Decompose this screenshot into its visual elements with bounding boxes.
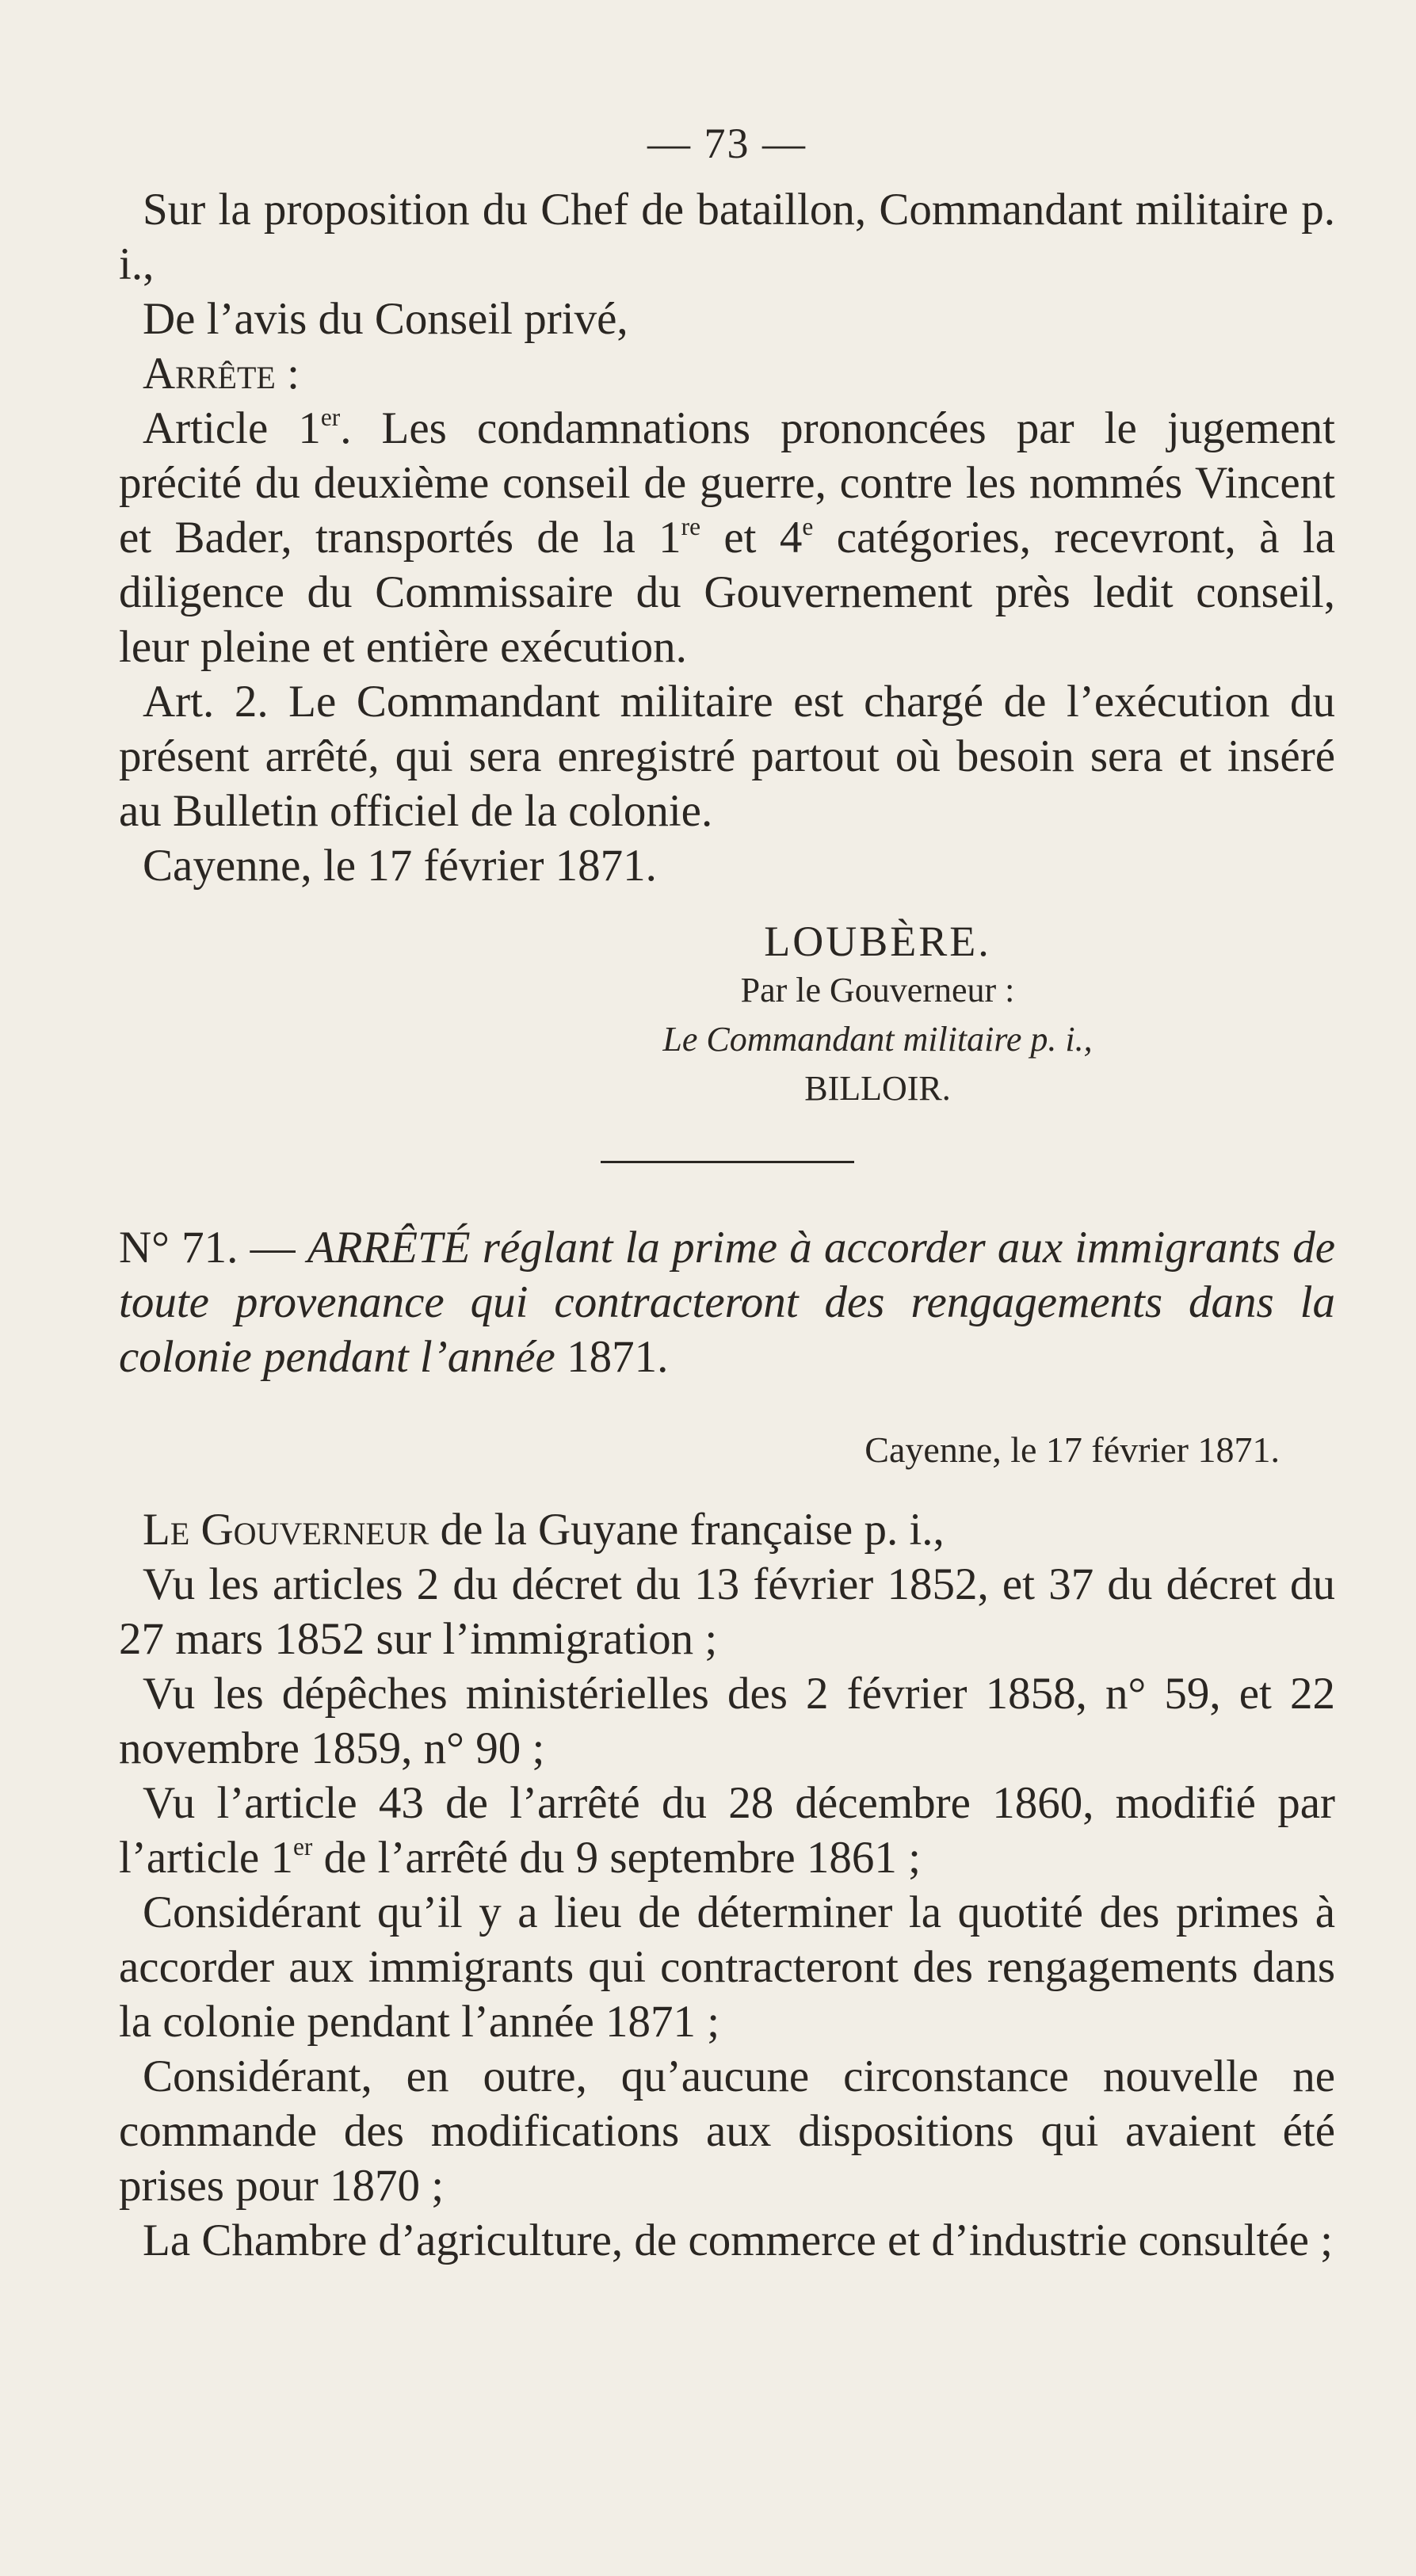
date-paragraph: Cayenne, le 17 février 1871. [143, 841, 657, 891]
arrete-title: ARRÊTÉ réglant la prime à accorder aux immigrants de toute provenance qui contracteront des rengagements dans la colonie pendant l’année [119, 1223, 1335, 1382]
article-1-body-a: . Les condamnations prononcées par le jugement précité du deuxième conseil de guerre, contre les nommés Vincent et Bader, transportés de la 1 [119, 403, 1335, 563]
signature-line-2: Le Commandant militaire p. i., [662, 1020, 1093, 1059]
article-1-start: Article 1 [143, 403, 321, 453]
arrete-heading [119, 1220, 1335, 1384]
arrete-keyword: Arrête : [143, 349, 300, 399]
document-page [119, 119, 1335, 2268]
arrete-number: N° 71. — [119, 1223, 307, 1273]
category-1-ordinal: re [681, 513, 700, 541]
dispatch-reference-paragraph: Vu les dépêches ministérielles des 2 février 1858, n° 59, et 22 novembre 1859, n° 90 ; [119, 1669, 1335, 1773]
article-43-paragraph [119, 1776, 1335, 1885]
arrete-dateline: Cayenne, le 17 février 1871. [864, 1429, 1280, 1470]
article-2-paragraph: Art. 2. Le Commandant militaire est chargé de l’exécution du présent arrêté, qui sera enregistré partout où besoin sera et inséré au Bulletin officiel de la colonie. [119, 677, 1335, 836]
proposal-paragraph: Sur la proposition du Chef de bataillon, Commandant militaire p. i., [119, 185, 1335, 289]
governor-rest: de la Guyane française p. i., [429, 1505, 945, 1555]
signature-line-1: Par le Gouverneur : [740, 971, 1015, 1009]
article-43-ordinal: er [292, 1833, 313, 1861]
signatory-name: LOUBÈRE. [764, 918, 991, 965]
article-43-a: Vu l’article 43 de l’arrêté du 28 décembre 1860, modifié par l’article 1 [119, 1778, 1335, 1883]
category-4-ordinal: e [802, 513, 814, 541]
article-1-body-c: catégories, recevront, à la diligence du Commissaire du Gouvernement près ledit conseil, leur pleine et entière exécution. [119, 513, 1335, 672]
page-number: — 73 — [647, 120, 807, 167]
governor-title: Le Gouverneur [143, 1505, 429, 1555]
article-1-paragraph [119, 401, 1335, 674]
section-divider [601, 1161, 854, 1163]
chamber-consulted-paragraph: La Chambre d’agriculture, de commerce et d’industrie consultée ; [143, 2215, 1333, 2265]
council-opinion-paragraph: De l’avis du Conseil privé, [143, 294, 628, 344]
article-1-body-b: et 4 [700, 513, 803, 563]
article-1-ordinal: er [320, 403, 341, 432]
governor-paragraph [119, 1502, 1335, 1557]
decree-reference-paragraph: Vu les articles 2 du décret du 13 février 1852, et 37 du décret du 27 mars 1852 sur l’immigration ; [119, 1559, 1335, 1664]
article-43-b: de l’arrêté du 9 septembre 1861 ; [312, 1833, 921, 1883]
arrete-year: 1871. [555, 1332, 669, 1382]
signature-line-3: BILLOIR. [804, 1069, 951, 1108]
considering-2-paragraph: Considérant, en outre, qu’aucune circonstance nouvelle ne commande des modifications aux dispositions qui avaient été prises pour 1870 ; [119, 2051, 1335, 2211]
considering-1-paragraph: Considérant qu’il y a lieu de déterminer la quotité des primes à accorder aux immigrants qui contracteront des rengagements dans la colonie pendant l’année 1871 ; [119, 1887, 1335, 2047]
